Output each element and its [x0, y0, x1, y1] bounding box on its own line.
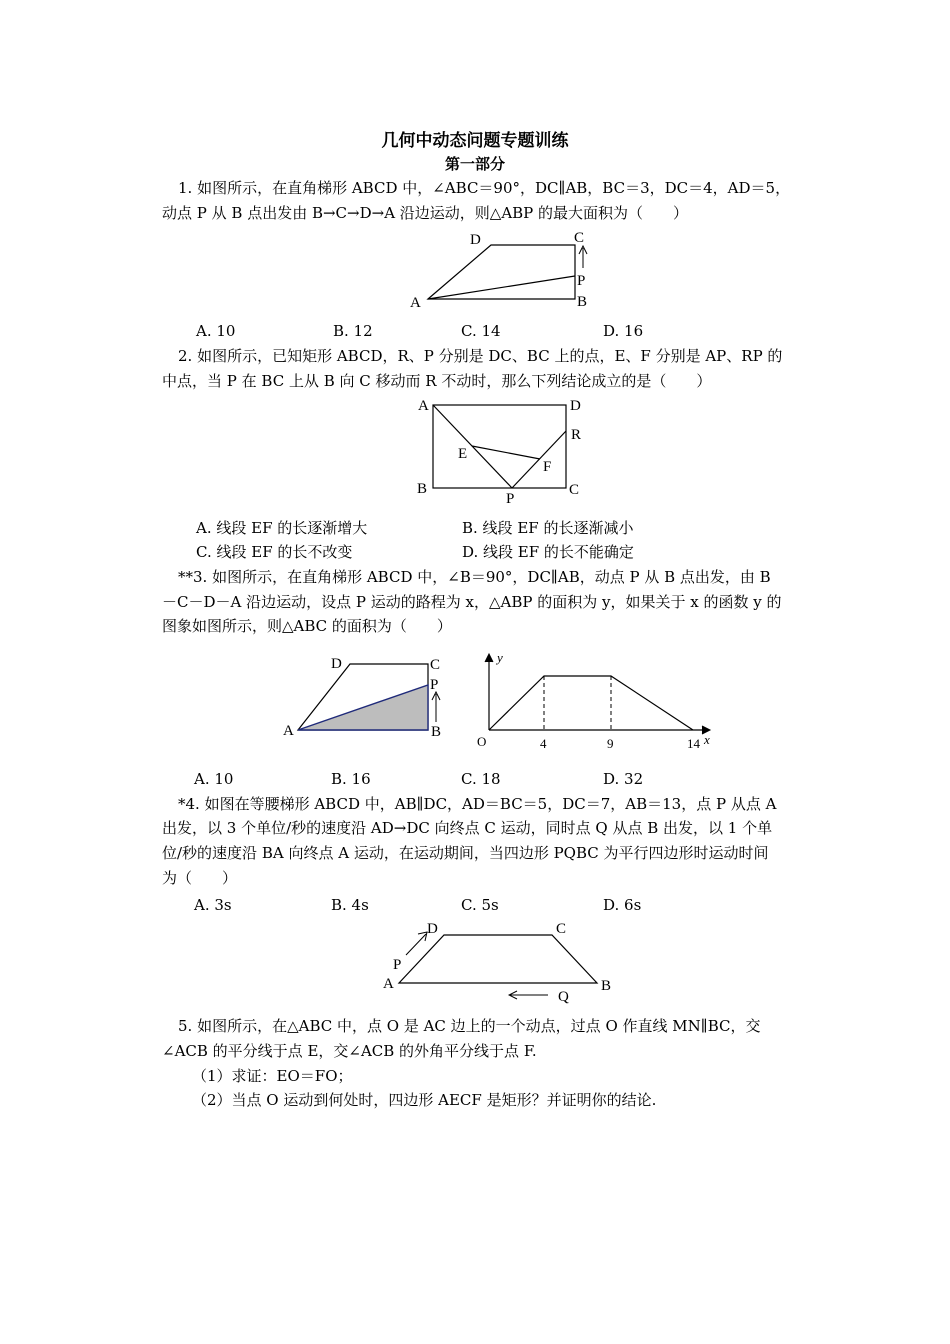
q4-label-a: A	[383, 976, 394, 992]
q4-trapezoid	[399, 935, 597, 983]
q2-option-b: B. 线段 EF 的长逐渐减小	[462, 519, 634, 537]
q1-label-d: D	[470, 232, 481, 248]
q4-label-p: P	[393, 957, 402, 973]
q3-origin-label: O	[477, 734, 487, 749]
q4-text-line3: 位/秒的速度沿 BA 向终点 A 运动，在运动期间，当四边形 PQBC 为平行四边形时运动时间	[162, 844, 769, 862]
q4-label-q: Q	[558, 989, 569, 1005]
page-title: 几何中动态问题专题训练	[381, 131, 569, 151]
q2-text-line1: 2. 如图所示，已知矩形 ABCD，R、P 分别是 DC、BC 上的点，E、F 分别是 AP、RP 的	[178, 347, 783, 365]
q2-label-a: A	[418, 398, 429, 414]
q3-label-p: P	[430, 677, 439, 693]
q3-text-line1: **3. 如图所示，在直角梯形 ABCD 中，∠B＝90°，DC∥AB，动点 P 从 B 点出发，由 B	[178, 568, 771, 586]
q3-option-d: D. 32	[603, 770, 644, 788]
q4-arrow-p-head	[418, 932, 427, 941]
q4-label-b: B	[601, 978, 612, 994]
q2-label-f: F	[543, 459, 552, 475]
q2-option-c: C. 线段 EF 的长不改变	[196, 543, 353, 561]
q2-label-b: B	[417, 481, 428, 497]
q1-option-b: B. 12	[333, 322, 373, 340]
q1-label-p: P	[577, 273, 586, 289]
section-title: 第一部分	[444, 155, 505, 173]
q1-option-c: C. 14	[461, 322, 501, 340]
q1-label-a: A	[410, 295, 421, 311]
q2-label-e: E	[458, 446, 468, 462]
q3-x-label: x	[704, 732, 710, 747]
q4-label-d: D	[427, 921, 438, 937]
q5-part2: （2）当点 O 运动到何处时，四边形 AECF 是矩形？并证明你的结论.	[192, 1091, 657, 1109]
q2-label-p: P	[506, 491, 515, 507]
q5-part1: （1）求证：EO＝FO；	[192, 1067, 353, 1085]
q3-y-label: y	[497, 650, 503, 665]
q3-label-d: D	[331, 656, 342, 672]
q1-option-d: D. 16	[603, 322, 644, 340]
q4-text-line1: *4. 如图在等腰梯形 ABCD 中，AB∥DC，AD＝BC＝5，DC＝7，AB＝13，点 P 从点 A	[178, 795, 777, 813]
q2-option-a: A. 线段 EF 的长逐渐增大	[196, 519, 368, 537]
q2-text-line2: 中点，当 P 在 BC 上从 B 向 C 移动而 R 不动时，那么下列结论成立的是（ ）	[162, 372, 712, 390]
q5-text-line2: ∠ACB 的平分线于点 E，交∠ACB 的外角平分线于点 F.	[162, 1042, 537, 1060]
q4-arrow-p-shaft	[406, 934, 426, 955]
q1-label-c: C	[574, 230, 585, 246]
q4-text-line2: 出发，以 3 个单位/秒的速度沿 AD→DC 向终点 C 运动，同时点 Q 从点 B 出发，以 1 个单	[162, 819, 773, 837]
q3-option-b: B. 16	[331, 770, 371, 788]
q4-option-c: C. 5s	[461, 896, 499, 914]
q3-text-line2: －C－D－A 沿边运动，设点 P 运动的路程为 x，△ABP 的面积为 y，如果关于 x 的函数 y 的	[162, 593, 782, 611]
q3-label-a: A	[283, 723, 294, 739]
q3-tick-4: 4	[540, 736, 547, 751]
q3-option-a: A. 10	[194, 770, 234, 788]
q5-text-line1: 5. 如图所示，在△ABC 中，点 O 是 AC 边上的一个动点，过点 O 作直线 MN∥BC，交	[178, 1017, 761, 1035]
q3-label-c: C	[430, 657, 441, 673]
q2-label-r: R	[571, 427, 582, 443]
q2-label-c: C	[569, 482, 580, 498]
q4-text-line4: 为（ ）	[162, 869, 238, 887]
q4-option-d: D. 6s	[603, 896, 642, 914]
q4-label-c: C	[556, 921, 567, 937]
q4-option-b: B. 4s	[331, 896, 369, 914]
q3-option-c: C. 18	[461, 770, 501, 788]
q1-text-line2: 动点 P 从 B 点出发由 B→C→D→A 沿边运动，则△ABP 的最大面积为（ ）	[162, 204, 689, 222]
q2-option-d: D. 线段 EF 的长不能确定	[462, 543, 634, 561]
q1-option-a: A. 10	[196, 322, 236, 340]
q3-label-b: B	[431, 724, 442, 740]
q1-label-b: B	[577, 294, 588, 310]
q3-text-line3: 图象如图所示，则△ABC 的面积为（ ）	[162, 617, 452, 635]
q2-label-d: D	[570, 398, 581, 414]
q1-text-line1: 1. 如图所示，在直角梯形 ABCD 中，∠ABC＝90°，DC∥AB，BC＝3，DC＝4，AD＝5，	[178, 179, 791, 197]
q3-tick-9: 9	[607, 736, 614, 751]
q3-tick-14: 14	[687, 736, 700, 751]
q4-option-a: A. 3s	[194, 896, 232, 914]
